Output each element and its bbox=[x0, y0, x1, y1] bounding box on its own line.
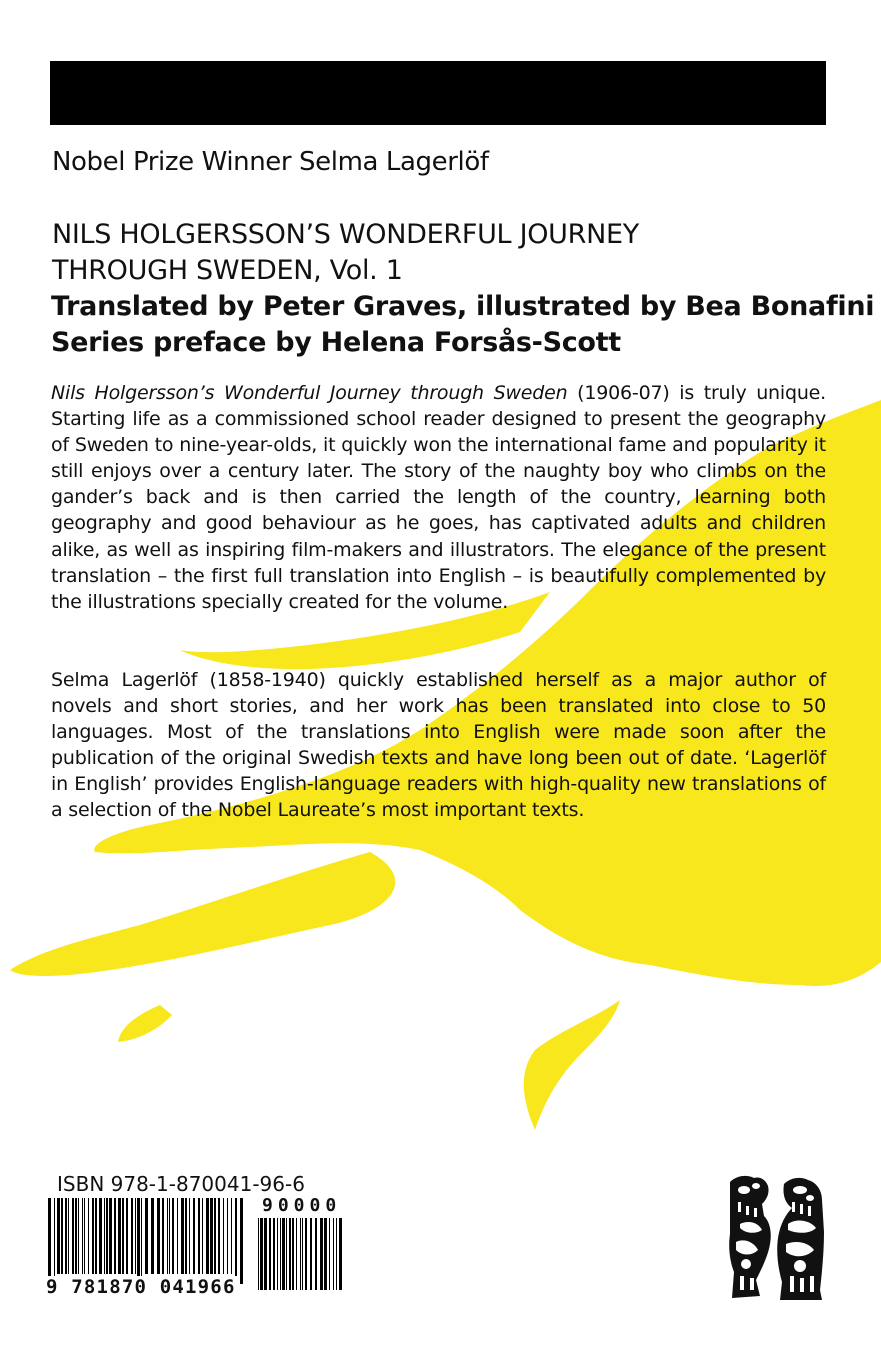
barcode-bar bbox=[126, 1198, 128, 1274]
barcode-bar bbox=[185, 1198, 187, 1274]
barcode-bar bbox=[302, 1218, 303, 1290]
barcode-bar bbox=[273, 1218, 275, 1290]
description-paragraph-2: Selma Lagerlöf (1858-1940) quickly established herself as a major author of novels and short stories, and her work has been translated into close to 50 languages. Most of the translations into English were made soon after the publication of the original Swedish texts and have long been out of date. ‘Lagerlöf in English’ provides English-language readers with high-quality new translations of a selection of the Nobel Laureate’s most important texts. bbox=[51, 669, 826, 822]
top-black-bar bbox=[50, 61, 826, 125]
barcode-bar bbox=[114, 1198, 116, 1274]
barcode-bar bbox=[151, 1198, 154, 1274]
barcode-bar bbox=[137, 1198, 140, 1284]
barcode-bar bbox=[260, 1218, 263, 1290]
book-title-line-2: THROUGH SWEDEN, Vol. 1 bbox=[52, 255, 403, 286]
barcode-bar bbox=[231, 1198, 232, 1274]
barcode-bar bbox=[214, 1198, 216, 1274]
paragraph-1-text: (1906-07) is truly unique. Starting life as a commissioned school reader designed to present the geography of Sweden to nine-year-olds, it quickly won the international fame and popularity it still enjoys over a century later. The story of the naughty boy who climbs on the gander’s back and is then carried the length of the country, learning both geography and good behaviour as he goes, has captivated adults and children alike, as well as inspiring film-makers and illustrators. The elegance of the present translation – the first full translation into English – is beautifully complemented by the illustrations specially created for the volume. bbox=[51, 382, 826, 613]
book-title-italic: Nils Holgersson’s Wonderful Journey through Sweden bbox=[51, 382, 568, 404]
barcode-bar bbox=[106, 1198, 108, 1274]
barcode-bar bbox=[189, 1198, 190, 1274]
barcode-bar bbox=[172, 1198, 174, 1274]
barcode-bar bbox=[92, 1198, 94, 1274]
tagline: Nobel Prize Winner Selma Lagerlöf bbox=[52, 147, 489, 177]
barcode-digits: 9 781870 041966 bbox=[46, 1276, 236, 1298]
barcode-bar bbox=[289, 1218, 291, 1290]
barcode-bar bbox=[78, 1198, 79, 1274]
barcode-bar bbox=[99, 1198, 102, 1274]
barcode-bar bbox=[54, 1198, 55, 1284]
barcode-bar bbox=[48, 1198, 51, 1284]
barcode-bar bbox=[329, 1218, 330, 1290]
barcode-bar bbox=[109, 1198, 112, 1274]
barcode-bar bbox=[95, 1198, 97, 1274]
barcode bbox=[48, 1198, 244, 1284]
isbn-label: ISBN 978-1-870041-96-6 bbox=[57, 1172, 305, 1196]
barcode-bar bbox=[145, 1198, 148, 1274]
barcode-bar bbox=[88, 1198, 89, 1274]
barcode-bar bbox=[169, 1198, 170, 1274]
barcode-bar bbox=[135, 1198, 136, 1274]
barcode-bar bbox=[258, 1218, 259, 1290]
barcode-bar bbox=[68, 1198, 69, 1274]
barcode-bar bbox=[305, 1218, 307, 1290]
barcode-bar bbox=[193, 1198, 195, 1274]
barcode-bar bbox=[282, 1218, 285, 1290]
barcode-bar bbox=[141, 1198, 142, 1284]
barcode-bar bbox=[286, 1218, 287, 1290]
barcode-bar bbox=[300, 1218, 301, 1290]
barcode-bar bbox=[320, 1218, 323, 1290]
barcode-bar bbox=[202, 1198, 203, 1274]
barcode-bar bbox=[210, 1198, 213, 1274]
barcode-bar bbox=[177, 1198, 178, 1274]
barcode-bar bbox=[61, 1198, 63, 1274]
barcode-bar bbox=[264, 1218, 267, 1290]
barcode-bar bbox=[131, 1198, 133, 1274]
barcode-bar bbox=[218, 1198, 220, 1274]
barcode-bar bbox=[240, 1198, 243, 1284]
credits bbox=[51, 289, 874, 361]
barcode-bar bbox=[280, 1218, 281, 1290]
barcode-bar bbox=[333, 1218, 334, 1290]
barcode-addon bbox=[258, 1218, 344, 1300]
barcode-bar bbox=[118, 1198, 121, 1274]
barcode-bar bbox=[310, 1218, 312, 1290]
barcode-bar bbox=[181, 1198, 184, 1274]
translator-line: Translated by Peter Graves, illustrated by Bea Bonafini bbox=[51, 291, 875, 322]
barcode-bar bbox=[336, 1218, 337, 1290]
barcode-bar bbox=[269, 1218, 271, 1290]
barcode-addon-digits: 90000 bbox=[262, 1195, 342, 1216]
book-title bbox=[52, 217, 639, 289]
barcode-bar bbox=[277, 1218, 278, 1290]
barcode-bar bbox=[157, 1198, 160, 1274]
preface-line: Series preface by Helena Forsås-Scott bbox=[51, 327, 621, 358]
barcode-bar bbox=[72, 1198, 74, 1274]
barcode-bar bbox=[57, 1198, 60, 1274]
barcode-bar bbox=[296, 1218, 297, 1290]
barcode-bar bbox=[227, 1198, 228, 1274]
two-figures-woodcut-icon bbox=[726, 1172, 826, 1304]
barcode-bar bbox=[82, 1198, 83, 1274]
barcode-bar bbox=[84, 1198, 85, 1274]
barcode-bar bbox=[162, 1198, 164, 1274]
barcode-bar bbox=[65, 1198, 67, 1274]
barcode-bar bbox=[339, 1218, 342, 1290]
barcode-bar bbox=[324, 1218, 327, 1290]
barcode-bar bbox=[75, 1198, 77, 1274]
barcode-bar bbox=[315, 1218, 317, 1290]
description-paragraph-1 bbox=[51, 380, 826, 615]
barcode-bar bbox=[292, 1218, 294, 1290]
barcode-bar bbox=[235, 1198, 237, 1284]
book-title-line-1: NILS HOLGERSSON’S WONDERFUL JOURNEY bbox=[52, 219, 639, 250]
barcode-bar bbox=[198, 1198, 200, 1274]
barcode-bar bbox=[206, 1198, 209, 1274]
barcode-bar bbox=[104, 1198, 105, 1274]
barcode-bar bbox=[122, 1198, 124, 1274]
barcode-bar bbox=[223, 1198, 224, 1274]
barcode-bar bbox=[167, 1198, 168, 1274]
